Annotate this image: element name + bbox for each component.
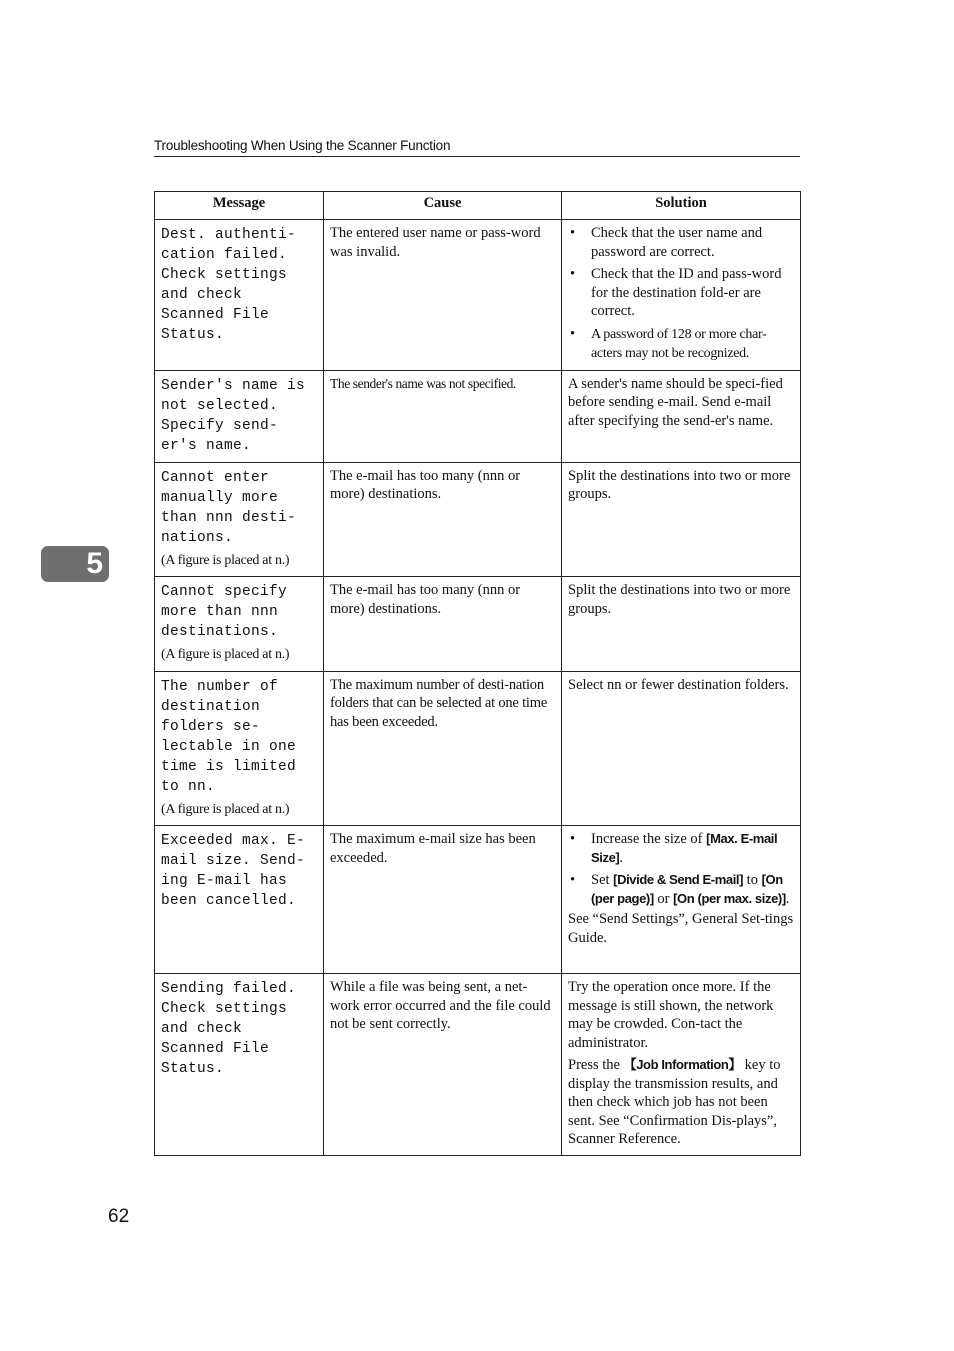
solution-cell [562,671,801,826]
bullet-icon: • [570,872,576,888]
cause-cell [324,974,562,1156]
message-cell [155,462,324,577]
table-row [155,220,801,371]
solution-cell [562,220,801,371]
cause-cell [324,577,562,672]
cause-cell [324,220,562,371]
running-header: Troubleshooting When Using the Scanner Function [154,138,800,157]
solution-text: Split the destinations into two or more groups. [568,582,791,617]
solution-text: Select nn or fewer destination folders. [568,676,789,693]
bullet-icon: • [570,266,576,282]
message-cell [155,671,324,826]
list-item [568,871,795,908]
bullet-icon: • [570,325,576,342]
setting-name: [Divide & Send E-mail] [613,872,744,887]
setting-value: [On (per page)] [591,872,783,906]
list-item [568,265,795,321]
chapter-tab: 5 [41,546,109,582]
solution-cell [562,462,801,577]
message-cell [155,220,324,371]
list-item-text: A password of 128 or more char-acters may not be recognized. [591,326,767,361]
table-row [155,974,801,1156]
table-row [155,826,801,974]
message-cell [155,826,324,974]
cause-text: While a file was being sent, a net-work error occurred and the file could not be sent correctly. [330,979,551,1032]
message-text: Cannot enter manually more than nnn desti- nations. [161,469,297,546]
list-item-text: Check that the ID and pass-word for the destination fold-er are correct. [591,266,782,319]
message-cell [155,974,324,1156]
figure-note: (A figure is placed at n.) [161,801,290,817]
figure-note: (A figure is placed at n.) [161,552,290,568]
figure-note: (A figure is placed at n.) [161,647,290,662]
cause-text: The maximum number of desti-nation folders that can be selected at one time has been exceeded. [330,676,548,730]
cause-cell [324,826,562,974]
message-text: The number of destination folders se- lectable in one time is limited to nn. [161,678,297,795]
solution-text [568,1056,795,1149]
message-text: Cannot specify more than nnn destinations. [161,584,288,640]
column-header-solution: Solution [562,192,801,220]
solution-text: A sender's name should be speci-fied before sending e-mail. Send e-mail after specifying the send-er's name. [568,375,783,429]
setting-name: [Max. E-mail Size] [591,831,778,865]
list-item-text: Increase the size of [591,831,707,847]
message-text: Dest. authenti- cation failed. Check settings and check Scanned File Status. [161,227,297,343]
table-row [155,370,801,462]
cause-text: The e-mail has too many (nnn or more) destinations. [330,582,521,617]
solution-list [568,224,795,364]
solution-text-part: key to display the transmission results, and then check which job has not been sent. See “Confirmation Dis-plays”, Scanner Reference. [568,1057,781,1147]
solution-text-part: Press the [568,1057,624,1073]
list-item-text: Set [591,872,614,888]
reference-note: See “Send Settings”, General Set-tings Guide. [568,911,794,946]
cause-text: The e-mail has too many (nnn or more) destinations. [330,467,521,502]
list-item-text: to [743,872,762,888]
message-text: Sender's name is not selected. Specify send- er's name. [161,377,306,454]
list-item-text: . [619,849,623,866]
column-header-cause: Cause [324,192,562,220]
table-row [155,462,801,577]
solution-cell [562,370,801,462]
solution-text: Split the destinations into two or more groups. [568,467,791,502]
cause-text: The sender's name was not specified. [330,375,516,391]
key-name: 【Job Information】 [623,1057,742,1072]
cause-cell [324,370,562,462]
table-header-row [155,192,801,220]
message-cell [155,370,324,462]
page-number: 62 [108,1206,130,1227]
list-item [568,830,795,867]
list-item [568,224,795,261]
column-header-message: Message [155,192,324,220]
cause-cell [324,462,562,577]
list-item [568,325,795,364]
message-text: Exceeded max. E- mail size. Send- ing E-mail has been cancelled. [161,833,306,909]
solution-list [568,830,795,908]
solution-cell [562,826,801,974]
solution-cell [562,974,801,1156]
list-item-text: . [785,890,790,907]
list-item-text: or [653,890,674,907]
cause-cell [324,671,562,826]
setting-value: [On (per max. size)] [673,890,786,906]
table-row [155,577,801,672]
solution-cell [562,577,801,672]
bullet-icon: • [570,225,576,241]
bullet-icon: • [570,831,576,847]
cause-text: The entered user name or pass-word was invalid. [330,225,541,260]
list-item-text: Check that the user name and password are correct. [591,225,763,260]
message-cell [155,577,324,672]
table-row [155,671,801,826]
message-text: Sending failed. Check settings and check Scanned File Status. [161,981,297,1077]
cause-text: The maximum e-mail size has been exceeded. [330,831,536,866]
error-message-table [154,191,801,1156]
solution-text: Try the operation once more. If the message is still shown, the network may be crowded. Con-tact the administrator. [568,979,774,1051]
